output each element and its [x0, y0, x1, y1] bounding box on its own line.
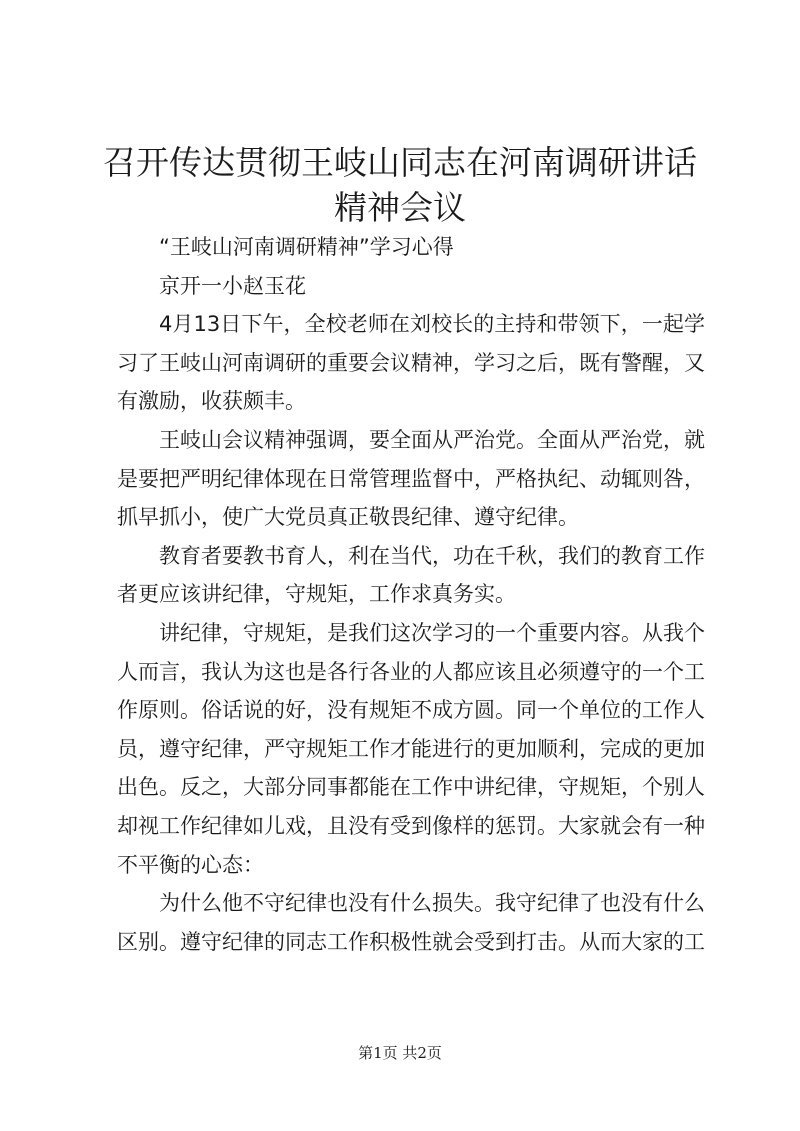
body-paragraph: 4月13日下午，全校老师在刘校长的主持和带领下，一起学习了王岐山河南调研的重要会议精神，学习之后，既有警醒，又有激励，收获颇丰。: [117, 312, 705, 414]
page-footer: [0, 1043, 800, 1063]
page-indicator: 第1页 共2页: [358, 1044, 442, 1062]
body-paragraph: 为什么他不守纪律也没有什么损失。我守纪律了也没有什么区别。遵守纪律的同志工作积极性就会受到打击。从而大家的工: [117, 891, 705, 954]
body-paragraph: 王岐山会议精神强调，要全面从严治党。全面从严治党，就是要把严明纪律体现在日常管理监督中，严格执纪、动辄则咎，抓早抓小，使广大党员真正敬畏纪律、遵守纪律。: [117, 427, 705, 530]
body-paragraph: 教育者要教书育人，利在当代，功在千秋，我们的教育工作者更应该讲纪律，守规矩，工作求真务实。: [117, 543, 705, 607]
author-line: 京开一小赵玉花: [159, 273, 306, 298]
document-body: [117, 228, 705, 961]
body-paragraph: 讲纪律，守规矩，是我们这次学习的一个重要内容。从我个人而言，我认为这也是各行各业的人都应该且必须遵守的一个工作原则。俗话说的好，没有规矩不成方圆。同一个单位的工作人员，遵守纪律，严守规矩工作才能进行的更加顺利，完成的更加出色。反之，大部分同事都能在工作中讲纪律，守规矩，个别人却视工作纪律如儿戏，且没有受到像样的惩罚。大家就会有一种不平衡的心态：: [117, 620, 705, 877]
subtitle-paragraph: “王岐山河南调研精神”学习心得: [159, 235, 454, 259]
document-title: 召开传达贯彻王岐山同志在河南调研讲话精神会议: [103, 143, 697, 227]
